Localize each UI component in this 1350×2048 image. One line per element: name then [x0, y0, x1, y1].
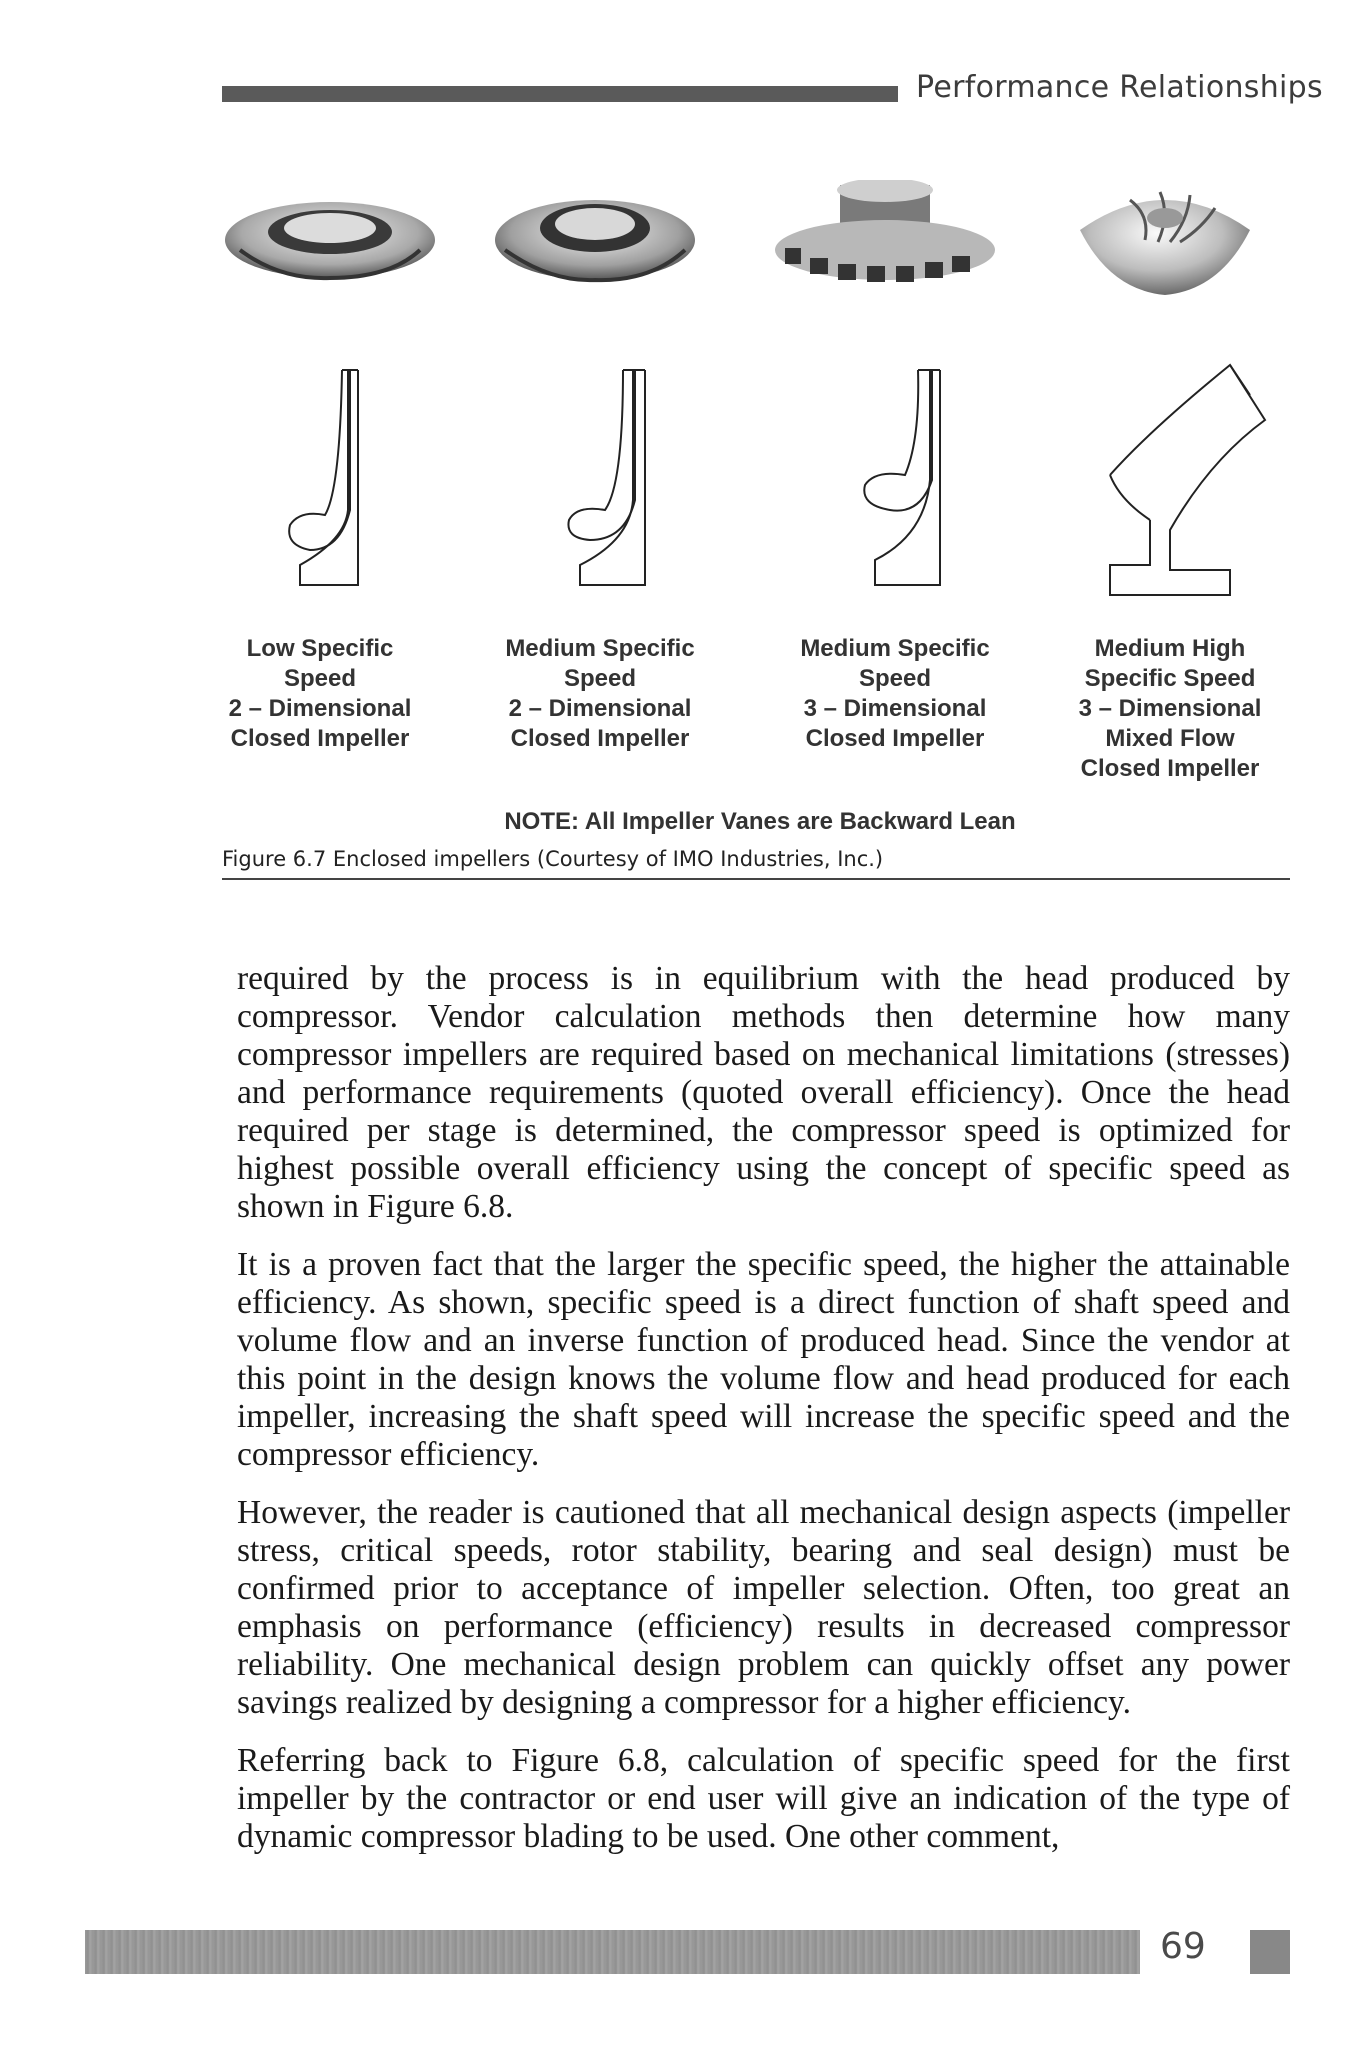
paragraph: required by the process is in equilibrium with the head produced by compressor. Vendor calculation methods then determine how many compressor impellers are required based on mechanical limitations (stresses) and performance requirements (quoted overall efficiency). Once the head required per stage is determined, the compressor speed is optimized for highest possible overall efficiency using the concept of specific speed as shown in Figure 6.8.	[237, 960, 1290, 1225]
caption-rule	[222, 878, 1290, 880]
page-number: 69	[1160, 1926, 1206, 1967]
figure-caption: Figure 6.7 Enclosed impellers (Courtesy of IMO Industries, Inc.)	[222, 847, 884, 871]
impeller-photo-medium-specific-speed-2d	[490, 180, 700, 290]
footer-rule	[85, 1930, 1140, 1974]
running-header-title: Performance Relationships	[916, 70, 1323, 105]
impeller-profile-diagram-3	[830, 360, 970, 600]
header-rule	[222, 86, 898, 102]
impeller-label-1: Low Specific Speed 2 – Dimensional Closed Impeller	[228, 635, 412, 752]
impeller-photo-low-specific-speed	[220, 180, 440, 290]
impeller-label-2: Medium Specific Speed 2 – Dimensional Closed Impeller	[505, 635, 695, 752]
paragraph: It is a proven fact that the larger the specific speed, the higher the attainable efficiency. As shown, specific speed is a direct function of shaft speed and volume flow and an inverse function of produced head. Since the vendor at this point in the design knows the volume flow and head produced for each impeller, increasing the shaft speed will increase the specific speed and the compressor efficiency.	[237, 1246, 1290, 1473]
impeller-photo-medium-specific-speed-3d	[770, 180, 1000, 290]
impeller-profile-diagram-1	[270, 360, 390, 600]
figure-note: NOTE: All Impeller Vanes are Backward Lean	[504, 808, 1016, 835]
impeller-label-3: Medium Specific Speed 3 – Dimensional Closed Impeller	[800, 635, 990, 752]
impeller-profile-diagram-4	[1090, 350, 1270, 600]
paragraph: However, the reader is cautioned that all mechanical design aspects (impeller stress, critical speeds, rotor stability, bearing and seal design) must be confirmed prior to acceptance of impeller selection. Often, too great an emphasis on performance (efficiency) results in decreased compressor reliability. One mechanical design problem can quickly offset any power savings realized by designing a compressor for a higher efficiency.	[237, 1494, 1290, 1721]
impeller-label-4: Medium High Specific Speed 3 – Dimensional Mixed Flow Closed Impeller	[1078, 635, 1262, 782]
impeller-profile-diagram-2	[545, 360, 675, 600]
figure-6-7	[200, 160, 1300, 880]
paragraph: Referring back to Figure 6.8, calculation of specific speed for the first impeller by the contractor or end user will give an indication of the type of dynamic compressor blading to be used. One other comment,	[237, 1742, 1290, 1855]
impeller-photo-mixed-flow	[1070, 170, 1260, 300]
footer-block	[1250, 1930, 1290, 1974]
body-text	[237, 960, 1290, 1876]
